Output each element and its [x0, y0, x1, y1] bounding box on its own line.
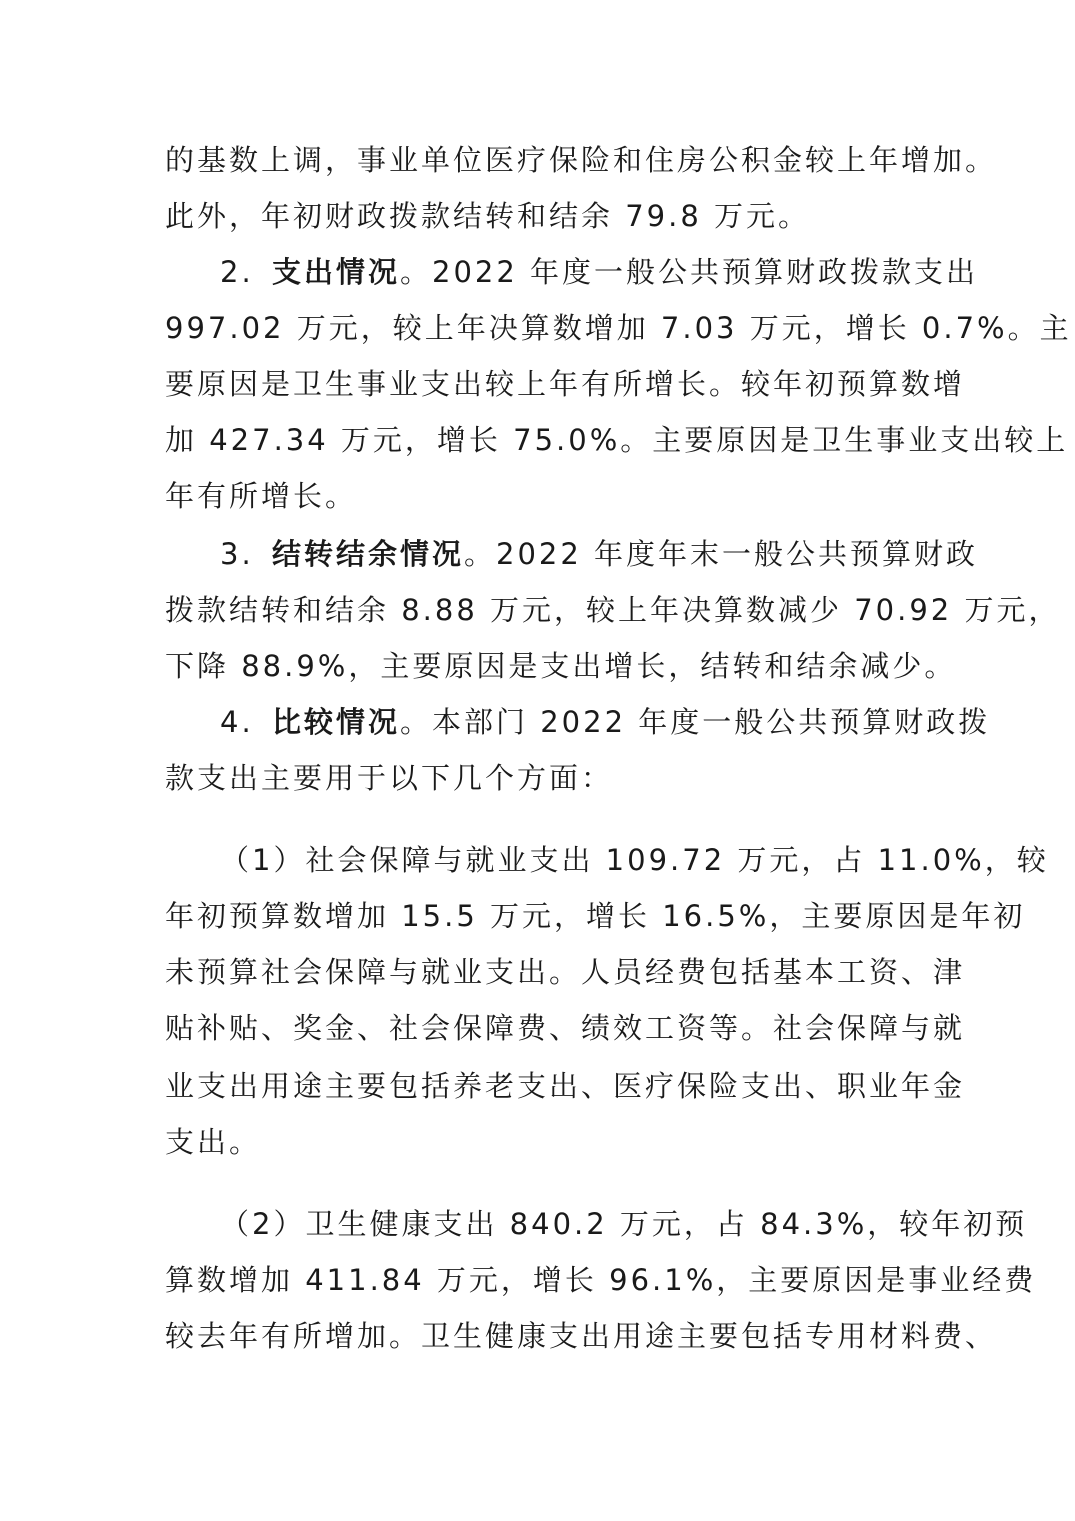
- item-1-first-line: （1）社会保障与就业支出 109.72 万元，占 11.0%，较: [220, 843, 1049, 877]
- paragraph-line: 的基数上调，事业单位医疗保险和住房公积金较上年增加。: [165, 143, 998, 177]
- section-2-first-line: [220, 252, 978, 292]
- paragraph-line: 较去年有所增加。卫生健康支出用途主要包括专用材料费、: [165, 1319, 998, 1353]
- section-text: 。本部门 2022 年度一般公共预算财政拨: [400, 705, 991, 739]
- paragraph-line: 拨款结转和结余 8.88 万元，较上年决算数减少 70.92 万元，: [165, 593, 1061, 627]
- paragraph-line: 款支出主要用于以下几个方面：: [165, 761, 614, 795]
- paragraph-line: 算数增加 411.84 万元，增长 96.1%，主要原因是事业经费: [165, 1263, 1037, 1297]
- paragraph-line: 贴补贴、奖金、社会保障费、绩效工资等。社会保障与就: [165, 1011, 966, 1045]
- item-2-first-line: （2）卫生健康支出 840.2 万元，占 84.3%，较年初预: [220, 1207, 1028, 1241]
- paragraph-line: 997.02 万元，较上年决算数增加 7.03 万元，增长 0.7%。主: [165, 311, 1072, 345]
- paragraph-line: 要原因是卫生事业支出较上年有所增长。较年初预算数增: [165, 367, 966, 401]
- paragraph-line: 未预算社会保障与就业支出。人员经费包括基本工资、津: [165, 955, 966, 989]
- section-heading: 支出情况: [272, 255, 401, 289]
- paragraph-line: 支出。: [165, 1125, 262, 1159]
- section-number: 3.: [220, 537, 254, 571]
- section-4-first-line: [220, 702, 990, 742]
- paragraph-line: 业支出用途主要包括养老支出、医疗保险支出、职业年金: [165, 1069, 966, 1103]
- section-number: 4.: [220, 705, 254, 739]
- paragraph-line: 下降 88.9%，主要原因是支出增长，结转和结余减少。: [165, 649, 957, 683]
- section-heading: 比较情况: [272, 705, 401, 739]
- section-number: 2.: [220, 255, 254, 289]
- section-3-first-line: [220, 534, 978, 574]
- section-text: 。2022 年度年末一般公共预算财政: [464, 537, 979, 571]
- paragraph-line: 此外，年初财政拨款结转和结余 79.8 万元。: [165, 199, 811, 233]
- section-heading: 结转结余情况: [272, 537, 465, 571]
- paragraph-line: 年有所增长。: [165, 479, 358, 513]
- section-text: 。2022 年度一般公共预算财政拨款支出: [400, 255, 979, 289]
- paragraph-line: 加 427.34 万元，增长 75.0%。主要原因是卫生事业支出较上: [165, 423, 1069, 457]
- paragraph-line: 年初预算数增加 15.5 万元，增长 16.5%，主要原因是年初: [165, 899, 1026, 933]
